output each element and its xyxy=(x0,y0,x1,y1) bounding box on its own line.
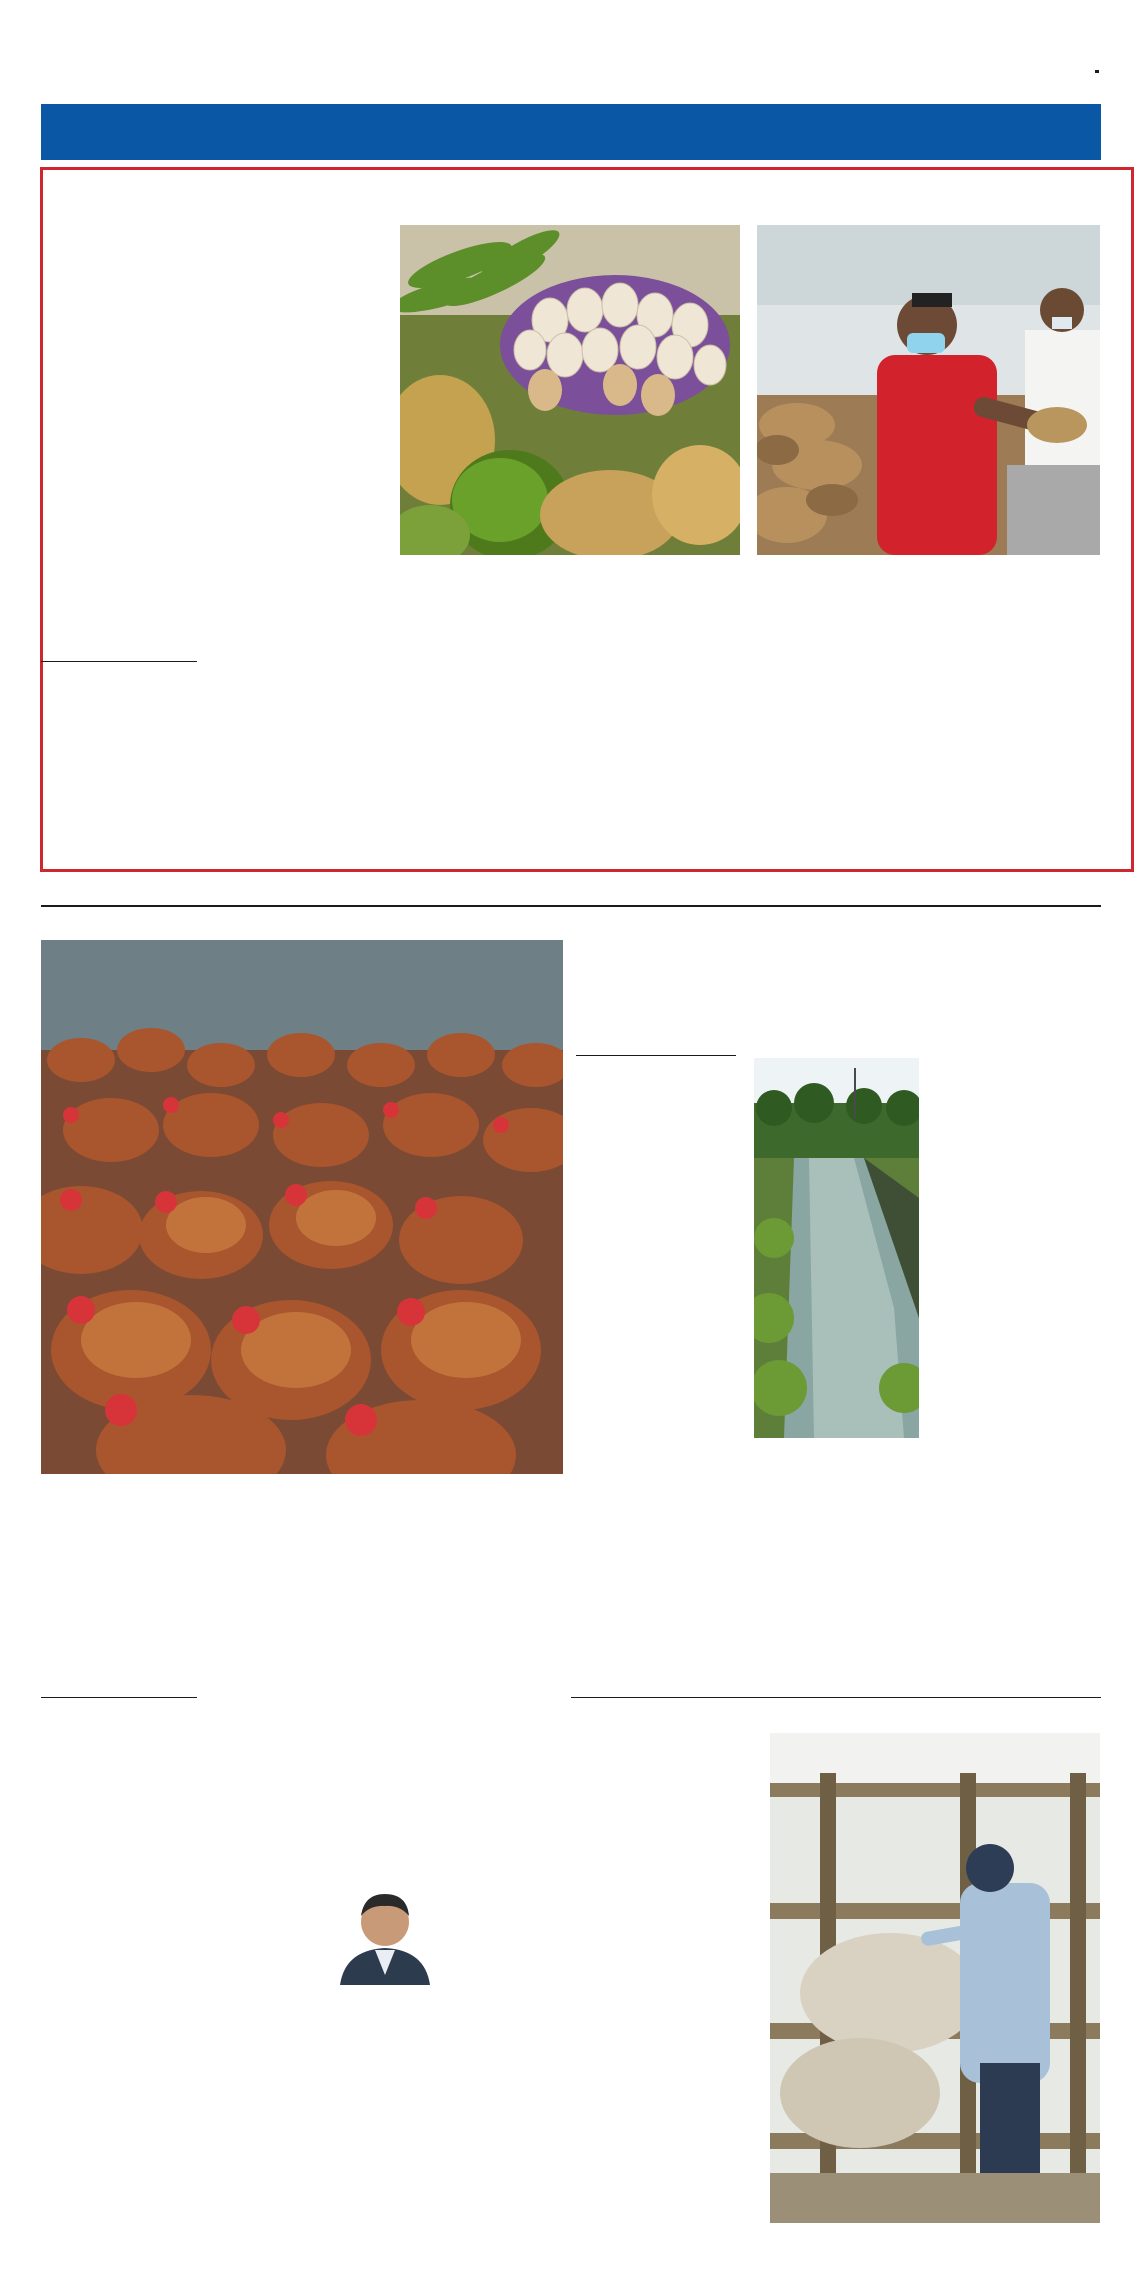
newspaper-logo xyxy=(1095,70,1099,73)
byline-rule xyxy=(41,1697,197,1698)
canal-photo xyxy=(754,1058,919,1438)
portrait-inset xyxy=(330,1880,440,2015)
cattle-illustration xyxy=(770,1733,1100,2223)
yam-illustration xyxy=(757,225,1100,555)
portrait-image xyxy=(330,1880,440,1985)
hens-illustration xyxy=(41,940,563,1474)
canal-illustration xyxy=(754,1058,919,1438)
irrigation-column-3 xyxy=(932,1058,1100,1066)
hens-photo xyxy=(41,940,563,1474)
produce-photo xyxy=(400,225,740,555)
byline-rule xyxy=(576,1055,736,1056)
yam-photo xyxy=(757,225,1100,555)
box-divider xyxy=(571,1697,1101,1698)
lead-column-1 xyxy=(41,712,201,714)
byline-rule xyxy=(41,661,197,662)
section-divider xyxy=(41,905,1101,907)
section-band xyxy=(41,104,1101,160)
cattle-photo xyxy=(770,1733,1100,2223)
produce-illustration xyxy=(400,225,740,555)
